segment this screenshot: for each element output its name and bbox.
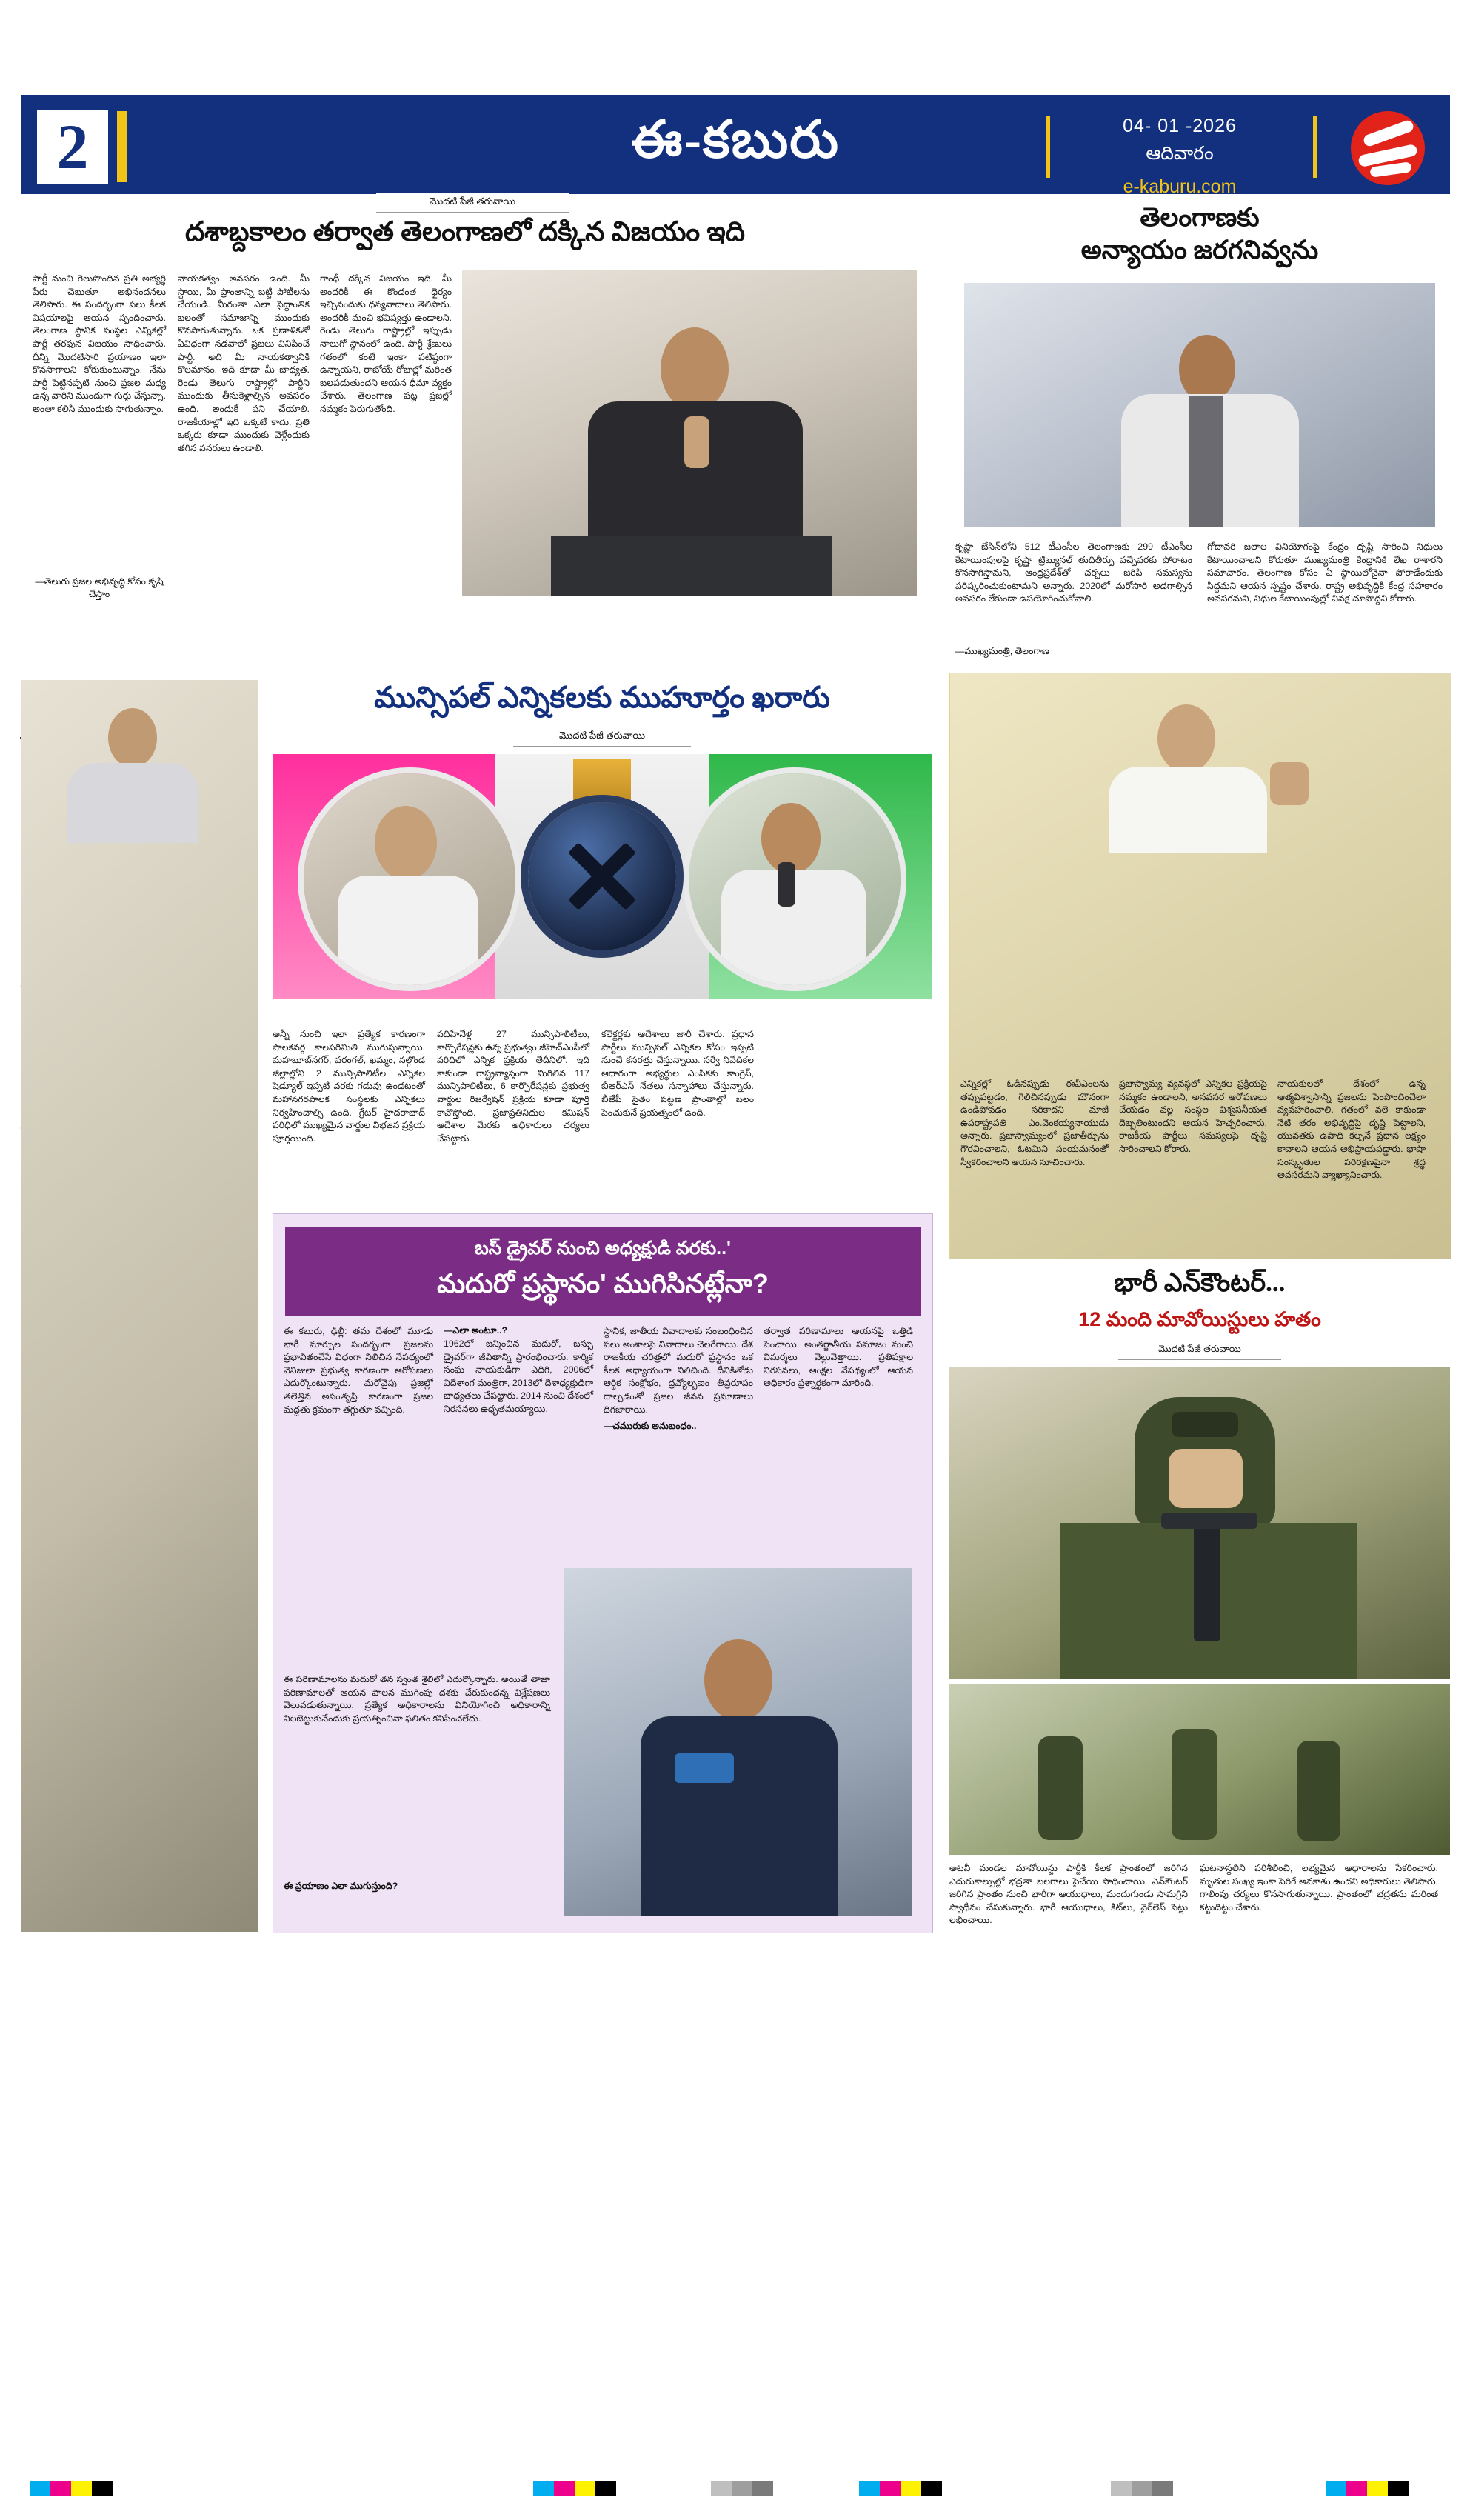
bus-driver-story <box>273 1213 933 1933</box>
municipal-columns <box>273 1028 932 1145</box>
right-top-signature: —ముఖ్యమంత్రి, తెలంగాణ <box>955 646 1049 656</box>
issue-day: ఆదివారం <box>1146 143 1214 164</box>
venkaiah-naidu-photo <box>963 762 1437 940</box>
lead-story-photo <box>462 270 917 596</box>
municipal-col1: అన్నీ నుంచి ఇలా ప్రత్యేక కారణంగా పాలకవర్గ కాలపరిమితి ముగుస్తున్నాయి. మహబూబ్‌నగర్, వరంగల్, ఖమ్మం, నల్గొండ జిల్లాల్లోని 2 మున్సిపాలిటీల ఎన్నికల షెడ్యూల్ ఇప్పటి వరకు గడువు ఉండటంతో మహానగరపాలక సంస్థలకు ఎన్నికలు నిర్వహించాల్సి ఉంది. గ్రేటర్ హైదరాబాద్ పరిధిలో ముఖ్యమైన వార్డుల విభజన ప్రక్రియ పూర్తయింది. <box>273 1029 425 1144</box>
municipal-kicker: మొదటి పేజీ తరువాయి <box>513 727 691 747</box>
revanth-reddy-photo <box>683 767 906 991</box>
kcr-photo <box>298 767 521 991</box>
newspaper-logo-icon <box>1351 111 1425 185</box>
encounter-kicker: మొదటి పేజీ తరువాయి <box>1118 1341 1281 1360</box>
issue-date: 04- 01 -2026 <box>1123 116 1237 136</box>
bus-driver-title-box <box>285 1227 921 1316</box>
lead-story-kicker: మొదటి పేజీ తరువాయి <box>376 193 569 213</box>
yellow-story-box <box>949 673 1451 1259</box>
right-top-col2: గోదావరి జలాల వినియోగంపై కేంద్రం దృష్టి సారించి నిధులు కేటాయించాలని కోరుతూ ముఖ్యమంత్రి కేంద్రానికి లేఖ రాశారని సమాచారం. తెలంగాణ కోసం ఏ స్థాయిలోనైనా పోరాడేందుకు సిద్ధమని ఆయన స్పష్టం చేశారు. రాష్ట్ర అభివృద్ధికి కేంద్ర సహకారం అవసరమని, నిధుల కేటాయింపుల్లో వివక్ష చూపొద్దని కోరారు. <box>1207 541 1443 604</box>
soldier-with-rifle-photo <box>949 1367 1450 1679</box>
right-top-headline-l2: అన్యాయం జరగనివ్వను <box>1080 235 1319 264</box>
encounter-col1: అటవీ మండల మావోయిస్టు పార్టీకి కీలక ప్రాంతంలో జరిగిన ఎదురుకాల్పుల్లో భద్రతా బలగాలు పైచేయి సాధించాయి. ఎన్‌కౌంటర్ జరిగిన ప్రాంతం నుంచి భారీగా ఆయుధాలు, మందుగుండు సామగ్రిని స్వాధీనం చేసుకున్నారు. భారీ ఆయుధాలు, కిట్‌లు, వైర్‌లెస్ సెట్లు లభించాయి. <box>949 1863 1188 1926</box>
maduro-photo <box>564 1568 912 1916</box>
color-bar-right <box>1326 2481 1409 2496</box>
right-top-story <box>949 201 1450 661</box>
encounter-col2: ఘటనాస్థలిని పరిశీలించి, లభ్యమైన ఆధారాలను సేకరించారు. మృతుల సంఖ్య ఇంకా పెరిగే అవకాశం ఉందని అధికారులు తెలిపారు. గాలింపు చర్యలు కొనసాగుతున్నాయి. ప్రాంతంలో భద్రతను మరింత కట్టుదిట్టం చేశారు. <box>1200 1863 1438 1913</box>
right-top-col1: కృష్ణా బేసిన్‌లోని 512 టీఎంసీల తెలంగాణకు 299 టీఎంసీల కేటాయింపులపై కృష్ణా ట్రిబ్యునల్ తుదితీర్పు వచ్చేవరకు పోరాటం కొనసాగిస్తామని, ఆంధ్రప్రదేశ్‌తో చర్చలు జరిపి సమస్యను పరిష్కరించుకుంటామని అన్నారు. 2020లో మరోసారి అడగాల్సిన అవసరం లేకుండా ఉపయోగించుకోవాలి. <box>955 541 1192 604</box>
color-bar-gray-2 <box>1111 2481 1173 2496</box>
lead-story-signature: —తెలుగు ప్రజల అభివృద్ధి కోసం కృషి చేస్తాం <box>35 576 164 599</box>
municipal-col3: కలెక్టర్లకు ఆదేశాలు జారీ చేశారు. ప్రధాన పార్టీలు మున్సిపల్ ఎన్నికల కోసం ఇప్పటి నుంచే కసరత్తు చేస్తున్నాయి. సర్వే నివేదికల ఆధారంగా అభ్యర్థుల ఎంపికకు కాంగ్రెస్, బీఆర్ఎస్ నేతలు సన్నాహాలు చేస్తున్నారు. బీజేపీ సైతం పట్టణ ప్రాంతాల్లో బలం పెంచుకునే ప్రయత్నంలో ఉంది. <box>601 1029 754 1118</box>
color-bar-left <box>30 2481 113 2496</box>
yellow-col2: ప్రజాస్వామ్య వ్యవస్థలో ఎన్నికల ప్రక్రియపై నమ్మకం ఉండాలని, అనవసర ఆరోపణలు చేయడం వల్ల సంస్థల విశ్వసనీయత దెబ్బతింటుందని ఆయన హెచ్చరించారు. రాజకీయ పార్టీలు సమస్యలపై దృష్టి సారించాలని కోరారు. <box>1119 1079 1267 1155</box>
bus-driver-title-l2: మదురో ప్రస్థానం' ముగిసినట్లేనా? <box>437 1268 769 1299</box>
yellow-col3: నాయకులలో దేశంలో ఉన్న ఆత్మవిశ్వాసాన్ని ప్రజలను పెంపొందించేలా వ్యవహరించాలి. గతంలో వలె కాకుండా నేటి తరం అభివృద్ధిపై దృష్టి పెట్టాలని, యువతకు ఉపాధి కల్పనే ప్రధాన లక్ష్యం కావాలని ఆయన అభిప్రాయపడ్డారు. భాషా సంస్కృతుల పరిరక్షణపైనా శ్రద్ధ అవసరమని వ్యాఖ్యానించారు. <box>1277 1079 1426 1181</box>
left-column-story <box>21 680 258 1932</box>
lead-story-col1: పార్టీ నుంచి గెలుపొందిన ప్రతి అభ్యర్థి పేరు చెబుతూ అభినందనలు తెలిపారు. ఈ సందర్భంగా పలు కీలక విషయాలపై ఆయన స్పందించారు. తెలంగాణ స్థానిక సంస్థల ఎన్నికల్లో పార్టీ తరఫున విజయం సాధించారు. దీన్ని మొదటిసారి ప్రయాణం ఇలా కొనసాగాలని కోరుకుంటున్నాం. నేను పార్టీ పెట్టినప్పటి నుంచి ప్రజల మధ్య ఉన్న వారిని ముందుగా గుర్తు చేస్తున్నా. అంతా కలిసి ముందుకు సాగుతున్నాం. <box>33 273 166 415</box>
bus-driver-col1: ఈ కబురు, ఢిల్లీ: తమ దేశంలో మూడు భారీ మార్పుల సందర్భంగా, ప్రజలను ప్రభావితంచేసే విధంగా నిలిచిన నేపథ్యంలో వెనిజులా ప్రభుత్వ కారణంగా ఆరోపణలు ఎదుర్కొంటున్నారు. మరోవైపు ప్రజల్లో తలెత్తిన అసంతృప్తి కారణంగా ప్రజల మద్దతు క్రమంగా తగ్గుతూ వచ్చింది. <box>284 1326 433 1415</box>
right-top-headline <box>949 201 1450 267</box>
website-url[interactable]: e-kaburu.com <box>1123 176 1237 197</box>
bus-driver-col2: స్థానిక, జాతీయ వివాదాలకు సంబంధించిన పలు అంశాలపై వివాదాలు చెలరేగాయి. దేశ రాజకీయ చరిత్రలో మదురో ప్రస్థానం ఒక కీలక అధ్యాయంగా నిలిచింది. దీనికితోడు ఆర్థిక సంక్షోభం, ద్రవ్యోల్బణం తీవ్రరూపం దాల్చడంతో ప్రజల జీవన ప్రమాణాలు దిగజారాయి. <box>604 1326 753 1415</box>
bus-driver-col5: ఈ పరిణామాలను మదురో తన స్వంత శైలిలో ఎదుర్కొన్నారు. అయితే తాజా పరిణామాలతో ఆయన పాలన ముగింపు దశకు చేరుకుందన్న విశ్లేషణలు వెలువడుతున్నాయి. ప్రత్యేక అధికారాలను వినియోగించి అధికారాన్ని నిలబెట్టుకునేందుకు ప్రయత్నించినా ఫలితం కనిపించలేదు. <box>284 1674 550 1724</box>
municipal-col2: పదిహేనేళ్ల 27 మున్సిపాలిటీలు, కార్పొరేషన్లకు ఉన్న ప్రభుత్వం జీహెచ్ఎంసీలో పరిధిలో ఎన్నిక ప్రక్రియ తేదీనిలో. ఇది కాకుండా రాష్ట్రవ్యాప్తంగా మిగిలిన 117 మున్సిపాలిటీలు, 6 కార్పొరేషన్లకు ప్రభుత్వ వార్డుల రిజర్వేషన్ ప్రక్రియ కూడా పూర్తి కావొస్తోంది. ప్రజాప్రతినిధుల కమిషన్ ఆదేశాల మేరకు అధికారులు చర్యలు చేపట్టారు. <box>437 1029 589 1144</box>
newspaper-title: ఈ-కబురు <box>631 112 840 169</box>
forest-patrol-photo <box>949 1684 1450 1855</box>
left-column-photo <box>21 768 243 931</box>
lead-story <box>21 196 923 661</box>
masthead-divider-right <box>1313 116 1317 178</box>
encounter-columns <box>949 1862 1450 1927</box>
municipal-story <box>273 680 932 1199</box>
masthead <box>21 95 1450 197</box>
bus-driver-sub-label: —ఎలా అంటూ..? <box>444 1325 508 1336</box>
encounter-headline: భారీ ఎన్‌కౌంటర్... <box>1114 1268 1286 1297</box>
lead-story-headline: దశాబ్దకాలం తర్వాత తెలంగాణలో దక్కిన విజయం ఇది <box>184 217 746 247</box>
color-bar-center-left <box>533 2481 616 2496</box>
lead-story-col3: గాంధీ దక్కిన విజయం ఇది. మీ అందరికీ ఈ కొండంత ధైర్యం ఇచ్చినందుకు ధన్యవాదాలు తెలిపారు. అందరికీ మంచి భవిష్యత్తు ఉండాలని. రెండు తెలుగు రాష్ట్రాల్లో ఇప్పుడు నాలుగో స్థానంలో ఉంది. పార్టీ శ్రేణులు గతంలో కంటే ఇంకా పటిష్ఠంగా ఉన్నాయని, రాబోయే రోజుల్లో మరింత బలపడుతుందని ఆయన ధీమా వ్యక్తం చేశారు. తెలంగాణ పట్ల ప్రజల్లో నమ్మకం పెరుగుతోంది. <box>320 273 452 415</box>
bus-driver-columns <box>284 1325 922 1433</box>
bus-driver-sub-label2: —చమురుకు అనుబంధం.. <box>604 1421 697 1432</box>
lead-story-col2: నాయకత్వం అవసరం ఉంది. మీ స్థాయి, మీ ప్రాంతాన్ని బట్టి పోటీలను చేయండి. మీరంతా ఎలా సైద్ధాంతిక బలంతో సమాజాన్ని ముందుకు కొనసాగుతున్నారు. ఒక ప్రణాళికతో ఏవిధంగా నడవాలో ప్రజలు వినిపించే పార్టీ. అది మీ నాయకత్వానికి కొలమానం. ఇది కూడా మీ బాధ్యత. రెండు తెలుగు రాష్ట్రాల్లో పార్టీని ముందుకు తీసుకెళ్లాల్సిన అవసరం ఉంది. అందుకే పని చేయాలి. రాజకీయాల్లో ఇది ఒక్కటే కాదు. ప్రతి ఒక్కరు కూడా ముందుకు వెళ్లేందుకు తగిన వనరులు ఉండాలి. <box>178 273 310 453</box>
municipal-artwork <box>273 754 932 999</box>
masthead-info <box>1058 111 1302 197</box>
right-top-photo <box>964 283 1435 527</box>
bus-driver-title-l1: బస్ డ్రైవర్ నుంచి అధ్యక్షుడి వరకు..' <box>475 1238 731 1259</box>
encounter-subhead: 12 మంది మావోయిస్టులు హతం <box>1078 1308 1321 1330</box>
ballot-x-emblem-icon <box>528 802 676 950</box>
masthead-divider-left <box>1046 116 1050 178</box>
yellow-col1: ఎన్నికల్లో ఓడినప్పుడు ఈవీఎంలను తప్పుపట్టడం, గెలిచినప్పుడు మౌనంగా ఉండిపోవడం సరికాదని మాజీ ఉపరాష్ట్రపతి ఎం.వెంకయ్యనాయుడు అన్నారు. ప్రజాస్వామ్యంలో ప్రజాతీర్పును గౌరవించాలని, ఓటమిని సంయమనంతో స్వీకరించాలని ఆయన సూచించారు. <box>960 1079 1109 1167</box>
color-bar-gray-1 <box>711 2481 773 2496</box>
color-bar-center-right <box>859 2481 942 2496</box>
yellow-columns <box>960 1078 1440 1182</box>
page-number: 2 <box>56 111 89 182</box>
encounter-story <box>949 1268 1450 1935</box>
municipal-headline: మున్సిపల్ ఎన్నికలకు ముహూర్తం ఖరారు <box>374 681 830 714</box>
bus-driver-col3: 1962లో జన్మించిన మదురో, బస్సు డ్రైవర్‌గా జీవితాన్ని ప్రారంభించారు. కార్మిక సంఘ నాయకుడిగా ఎదిగి, 2006లో విదేశాంగ మంత్రిగా, 2013లో దేశాధ్యక్షుడిగా బాధ్యతలు చేపట్టారు. 2014 నుంచి దేశంలో నిరసనలు ఉధృతమయ్యాయి. <box>444 1339 593 1415</box>
bus-driver-col4: తర్వాత పరిణామాలు ఆయనపై ఒత్తిడి పెంచాయి. అంతర్జాతీయ సమాజం నుంచి విమర్శలు వెల్లువెత్తాయి. ప్రతిపక్షాల నిరసనలు, ఆంక్షల నేపథ్యంలో ఆయన అధికారం ప్రశ్నార్థకంగా మారింది. <box>764 1326 913 1389</box>
right-top-headline-l1: తెలంగాణకు <box>1140 203 1260 232</box>
bus-driver-footer-question: ఈ ప్రయాణం ఎలా ముగుస్తుంది? <box>284 1881 398 1891</box>
